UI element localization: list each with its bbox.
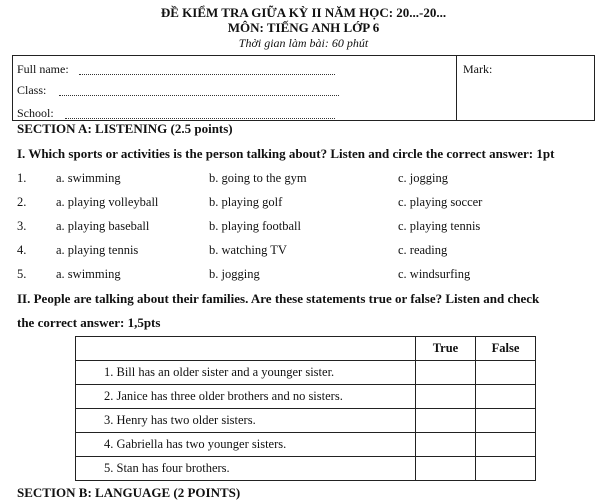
statement-cell: 4. Gabriella has two younger sisters. [76,433,416,457]
info-divider [456,56,457,120]
true-checkbox-cell[interactable] [416,409,476,433]
option-c[interactable]: c. windsurfing [398,267,471,281]
item-number: 3. [17,219,27,233]
table-row [76,385,536,409]
student-info-box [12,55,595,121]
question-1-prompt: I. Which sports or activities is the person talking about? Listen and circle the correct answer: 1pt [17,146,555,161]
true-column-header: True [416,337,476,361]
item-number: 5. [17,267,27,281]
item-number: 1. [17,171,27,185]
false-column-header: False [476,337,536,361]
option-a[interactable]: a. swimming [56,267,121,281]
false-checkbox-cell[interactable] [476,409,536,433]
section-b-heading: SECTION B: LANGUAGE (2 POINTS) [17,485,241,500]
class-field[interactable] [59,95,339,96]
option-b[interactable]: b. going to the gym [209,171,307,185]
option-c[interactable]: c. reading [398,243,448,257]
statement-cell: 1. Bill has an older sister and a younger sister. [76,361,416,385]
option-a[interactable]: a. playing volleyball [56,195,159,209]
option-c[interactable]: c. jogging [398,171,448,185]
table-row [76,361,536,385]
option-b[interactable]: b. watching TV [209,243,287,257]
false-checkbox-cell[interactable] [476,457,536,481]
option-a[interactable]: a. playing baseball [56,219,150,233]
false-checkbox-cell[interactable] [476,361,536,385]
question-2-prompt: II. People are talking about their families. Are these statements true or false? Listen and check [17,291,540,306]
class-label: Class: [17,83,47,97]
item-number: 4. [17,243,27,257]
option-b[interactable]: b. playing football [209,219,301,233]
option-b[interactable]: b. playing golf [209,195,283,209]
true-false-table [75,336,536,481]
time-allowed: Thời gian làm bài: 60 phút [238,36,369,50]
section-a-heading: SECTION A: LISTENING (2.5 points) [17,121,233,136]
table-row [76,409,536,433]
question-2-prompt-cont: the correct answer: 1,5pts [17,315,161,330]
subject-title: MÔN: TIẾNG ANH LỚP 6 [227,20,380,35]
school-label: School: [17,106,54,120]
false-checkbox-cell[interactable] [476,433,536,457]
option-a[interactable]: a. playing tennis [56,243,139,257]
true-checkbox-cell[interactable] [416,433,476,457]
true-checkbox-cell[interactable] [416,385,476,409]
item-number: 2. [17,195,27,209]
option-c[interactable]: c. playing soccer [398,195,483,209]
true-checkbox-cell[interactable] [416,361,476,385]
mark-label: Mark: [463,62,493,76]
statement-cell: 3. Henry has two older sisters. [76,409,416,433]
full-name-label: Full name: [17,62,69,76]
header-blank-cell [76,337,416,361]
table-row [76,457,536,481]
true-checkbox-cell[interactable] [416,457,476,481]
table-row [76,433,536,457]
statement-cell: 5. Stan has four brothers. [76,457,416,481]
statement-cell: 2. Janice has three older brothers and no sisters. [76,385,416,409]
false-checkbox-cell[interactable] [476,385,536,409]
school-field[interactable] [65,118,335,119]
full-name-field[interactable] [79,74,335,75]
option-c[interactable]: c. playing tennis [398,219,481,233]
exam-title: ĐỀ KIỂM TRA GIỮA KỲ II NĂM HỌC: 20...-20... [160,5,447,20]
option-b[interactable]: b. jogging [209,267,260,281]
option-a[interactable]: a. swimming [56,171,121,185]
